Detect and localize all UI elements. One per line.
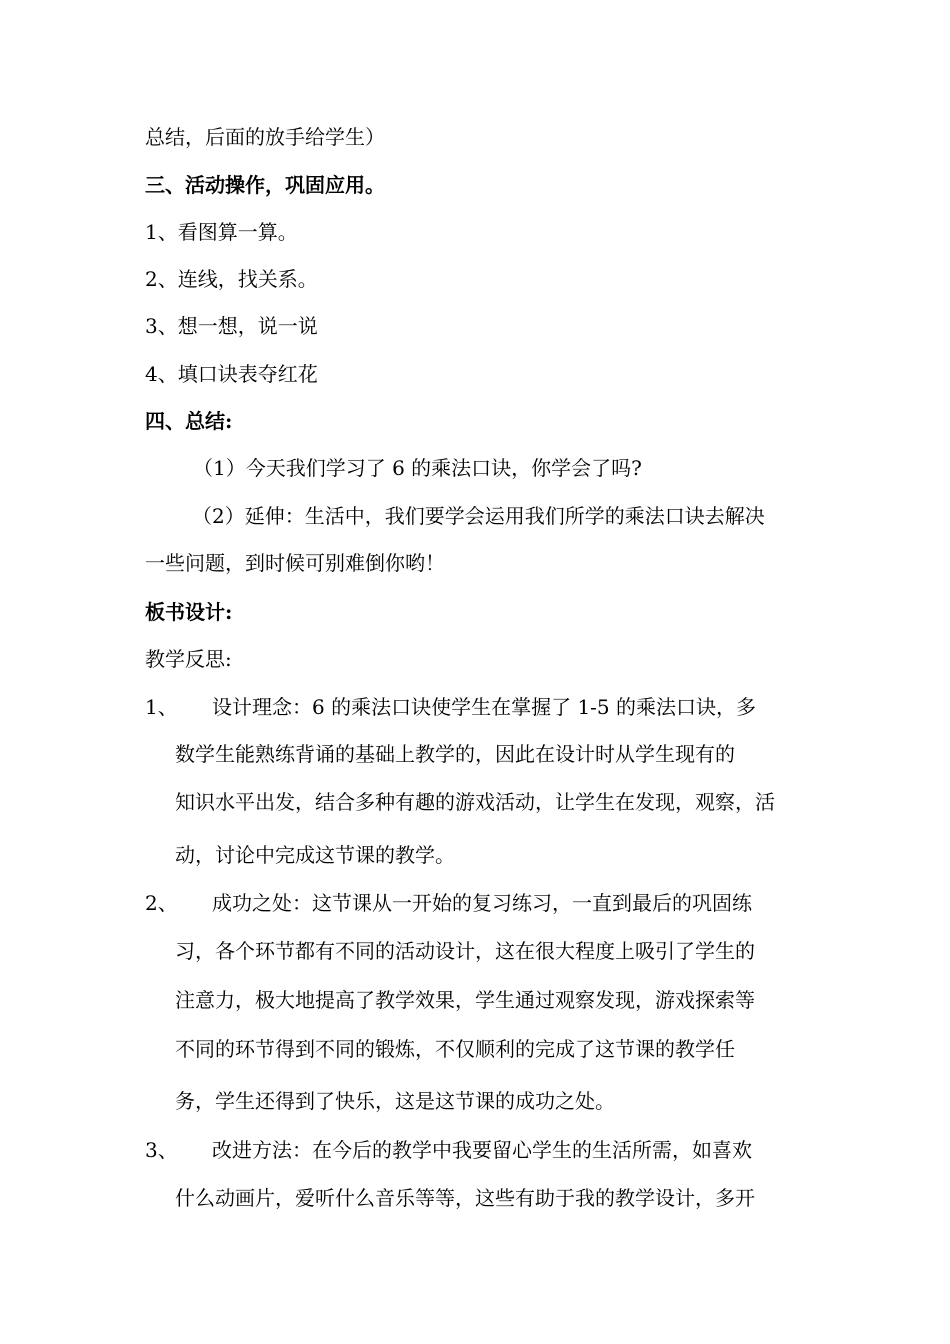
reflection-text: 改进方法：在今后的教学中我要留心学生的生活所需，如喜欢 bbox=[212, 1138, 752, 1162]
reflection-number: 1、 bbox=[145, 695, 178, 719]
list-item: 2、连线，找关系。 bbox=[145, 267, 318, 291]
reflection-number: 2、 bbox=[145, 891, 178, 915]
reflection-text: 数学生能熟练背诵的基础上教学的，因此在设计时从学生现有的 bbox=[175, 742, 735, 766]
list-item: 4、填口诀表夺红花 bbox=[145, 362, 318, 386]
reflection-text: 不同的环节得到不同的锻炼，不仅顺利的完成了这节课的教学任 bbox=[175, 1037, 735, 1061]
reflection-number: 3、 bbox=[145, 1138, 178, 1162]
reflection-text: 习，各个环节都有不同的活动设计，这在很大程度上吸引了学生的 bbox=[175, 939, 755, 963]
reflection-heading: 教学反思: bbox=[145, 647, 232, 671]
reflection-text: 务，学生还得到了快乐，这是这节课的成功之处。 bbox=[175, 1089, 615, 1113]
section-heading-4: 四、总结: bbox=[145, 409, 233, 433]
text-line: 总结，后面的放手给学生） bbox=[145, 125, 385, 149]
reflection-text: 设计理念：6 的乘法口诀使学生在掌握了 1-5 的乘法口诀，多 bbox=[212, 695, 757, 719]
summary-point-1: （1）今天我们学习了 6 的乘法口诀，你学会了吗? bbox=[193, 456, 642, 480]
reflection-text: 知识水平出发，结合多种有趣的游戏活动，让学生在发现，观察，活 bbox=[175, 790, 775, 814]
reflection-text: 动，讨论中完成这节课的教学。 bbox=[175, 843, 455, 867]
summary-point-2-cont: 一些问题，到时候可别难倒你哟！ bbox=[145, 551, 445, 575]
reflection-text: 什么动画片，爱听什么音乐等等，这些有助于我的教学设计，多开 bbox=[175, 1186, 755, 1210]
section-heading-3: 三、活动操作，巩固应用。 bbox=[145, 173, 385, 197]
board-design-heading: 板书设计: bbox=[145, 600, 233, 624]
reflection-text: 注意力，极大地提高了教学效果，学生通过观察发现，游戏探索等 bbox=[175, 988, 755, 1012]
summary-point-2: （2）延伸：生活中，我们要学会运用我们所学的乘法口诀去解决 bbox=[192, 504, 765, 528]
list-item: 3、想一想，说一说 bbox=[145, 314, 318, 338]
reflection-text: 成功之处：这节课从一开始的复习练习，一直到最后的巩固练 bbox=[212, 891, 752, 915]
list-item: 1、看图算一算。 bbox=[145, 220, 298, 244]
